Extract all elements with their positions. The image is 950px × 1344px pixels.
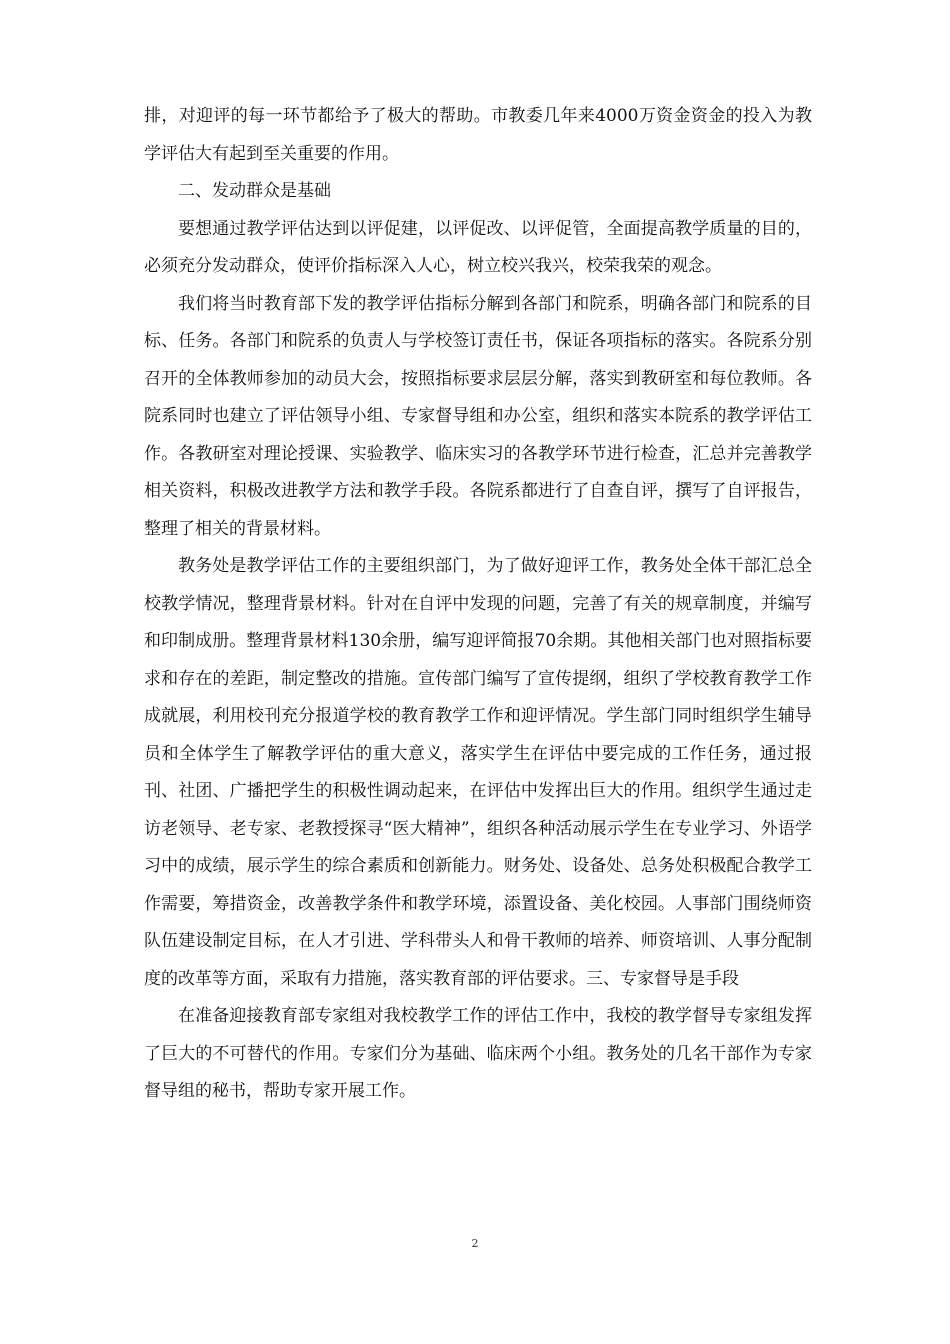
paragraph-continuation: 排，对迎评的每一环节都给予了极大的帮助。市教委几年来4000万资金资金的投入为教学评估大有起到至关重要的作用。	[144, 106, 812, 164]
paragraph-expert-supervision: 在准备迎接教育部专家组对我校教学工作的评估工作中，我校的教学督导专家组发挥了巨大的不可替代的作用。专家们分为基础、临床两个小组。教务处的几名干部作为专家督导组的秘书，帮助专家开展工作。	[144, 1006, 812, 1101]
section-heading-2: 二、发动群众是基础	[178, 181, 331, 201]
paragraph-mobilize-purpose: 要想通过教学评估达到以评促建，以评促改、以评促管，全面提高教学质量的目的，必须充分发动群众，使评价指标深入人心，树立校兴我兴，校荣我荣的观念。	[144, 218, 812, 276]
paragraph-academic-affairs: 教务处是教学评估工作的主要组织部门，为了做好迎评工作，教务处全体干部汇总全校教学情况，整理背景材料。针对在自评中发现的问题，完善了有关的规章制度，并编写和印制成册。整理背景材料130余册，编写迎评简报70余期。其他相关部门也对照指标要求和存在的差距，制定整改的措施。宣传部门编写了宣传提纲，组织了学校教育教学工作成就展，利用校刊充分报道学校的教育教学工作和迎评情况。学生部门同时组织学生辅导员和全体学生了解教学评估的重大意义，落实学生在评估中要完成的工作任务，通过报刊、社团、广播把学生的积极性调动起来，在评估中发挥出巨大的作用。组织学生通过走访老领导、老专家、老教授探寻“医大精神”，组织各种活动展示学生在专业学习、外语学习中的成绩，展示学生的综合素质和创新能力。财务处、设备处、总务处积极配合教学工作需要，筹措资金，改善教学条件和教学环境，添置设备、美化校园。人事部门围绕师资队伍建设制定目标，在人才引进、学科带头人和骨干教师的培养、师资培训、人事分配制度的改革等方面，采取有力措施，落实教育部的评估要求。三、专家督导是手段	[144, 556, 812, 989]
document-body	[144, 98, 812, 1111]
paragraph-indicator-breakdown: 我们将当时教育部下发的教学评估指标分解到各部门和院系，明确各部门和院系的目标、任务。各部门和院系的负责人与学校签订责任书，保证各项指标的落实。各院系分别召开的全体教师参加的动员大会，按照指标要求层层分解，落实到教研室和每位教师。各院系同时也建立了评估领导小组、专家督导组和办公室，组织和落实本院系的教学评估工作。各教研室对理论授课、实验教学、临床实习的各教学环节进行检查，汇总并完善教学相关资料，积极改进教学方法和教学手段。各院系都进行了自查自评，撰写了自评报告，整理了相关的背景材料。	[144, 293, 812, 539]
page-number: 2	[471, 1237, 479, 1250]
